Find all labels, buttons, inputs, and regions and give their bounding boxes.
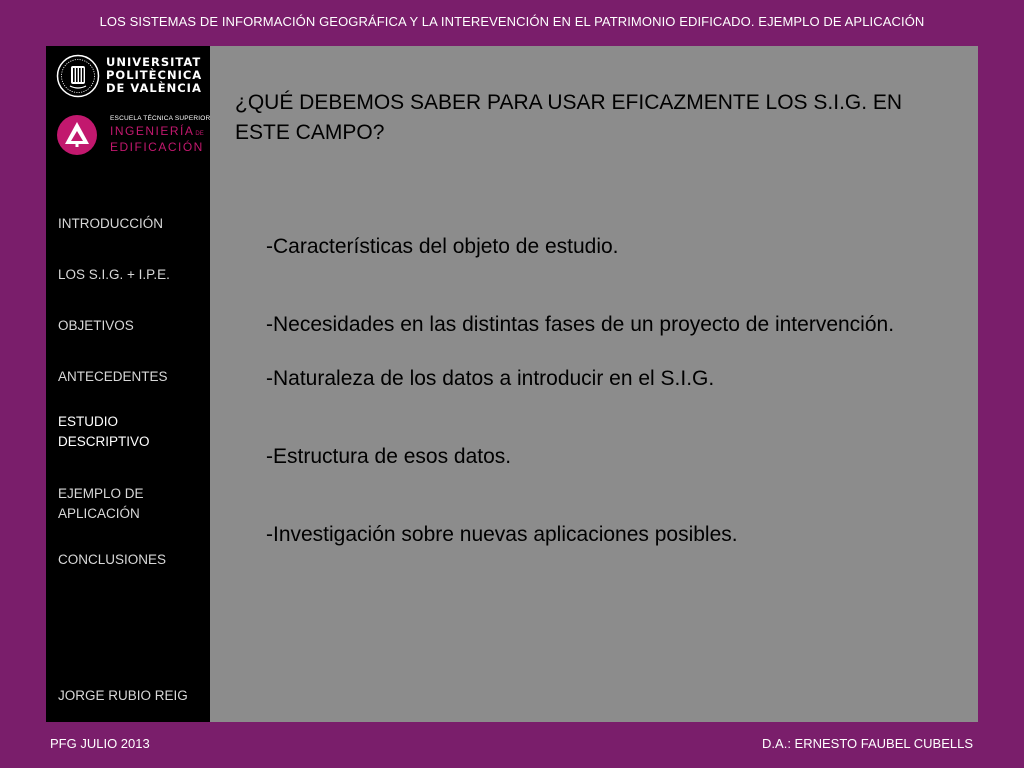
slide-title: ¿QUÉ DEBEMOS SABER PARA USAR EFICAZMENTE LOS S.I.G. EN ESTE CAMPO?	[235, 91, 903, 144]
footer-date: PFG JULIO 2013	[50, 736, 150, 751]
points-list	[266, 231, 916, 551]
nav-item-label: ESTUDIO	[58, 414, 119, 429]
list-item: -Naturaleza de los datos a introducir en el S.I.G.	[266, 367, 715, 390]
list-item: -Estructura de esos datos.	[266, 445, 512, 468]
presentation-title: LOS SISTEMAS DE INFORMACIÓN GEOGRÁFICA Y LA INTEREVENCIÓN EN EL PATRIMONIO EDIFICADO. EJEMPLO DE APLICACIÓN	[99, 14, 925, 29]
etsie-line-1: INGENIERÍA	[110, 124, 195, 138]
etsie-line-2: EDIFICACIÓN	[110, 140, 204, 154]
nav-item-label: DESCRIPTIVO	[58, 434, 150, 449]
nav-item-sig-ipe[interactable]: LOS S.I.G. + I.P.E.	[58, 267, 170, 282]
upv-line-1: UNIVERSITAT	[106, 55, 202, 69]
etsie-school-label: ESCUELA TÉCNICA SUPERIOR	[110, 115, 211, 122]
nav-item-antecedentes[interactable]: ANTECEDENTES	[58, 369, 168, 384]
upv-line-3: DE VALÈNCIA	[106, 81, 202, 95]
etsie-de: DE	[195, 131, 204, 137]
etsie-name	[110, 125, 204, 154]
nav-item-estudio-descriptivo[interactable]	[58, 412, 150, 452]
author-name: JORGE RUBIO REIG	[58, 688, 188, 703]
list-item: -Investigación sobre nuevas aplicaciones posibles.	[266, 523, 738, 546]
footer-director: D.A.: ERNESTO FAUBEL CUBELLS	[762, 736, 973, 751]
upv-seal-icon	[56, 54, 100, 98]
nav-item-label: APLICACIÓN	[58, 506, 140, 521]
nav-item-label: EJEMPLO DE	[58, 486, 144, 501]
slide-content	[46, 46, 978, 722]
nav-item-conclusiones[interactable]: CONCLUSIONES	[58, 552, 167, 567]
nav-item-objetivos[interactable]: OBJETIVOS	[58, 318, 134, 333]
upv-logo-text	[106, 56, 202, 95]
list-item: -Características del objeto de estudio.	[266, 235, 619, 258]
upv-line-2: POLITÈCNICA	[106, 68, 203, 82]
nav-item-ejemplo-aplicacion[interactable]	[58, 484, 144, 524]
nav-item-introduccion[interactable]: INTRODUCCIÓN	[58, 216, 163, 231]
upv-logo	[56, 54, 206, 102]
etsie-triangle-icon	[56, 114, 98, 156]
sidebar	[46, 46, 210, 722]
etsie-logo	[56, 112, 211, 158]
list-item: -Necesidades en las distintas fases de un proyecto de intervención.	[266, 313, 895, 336]
